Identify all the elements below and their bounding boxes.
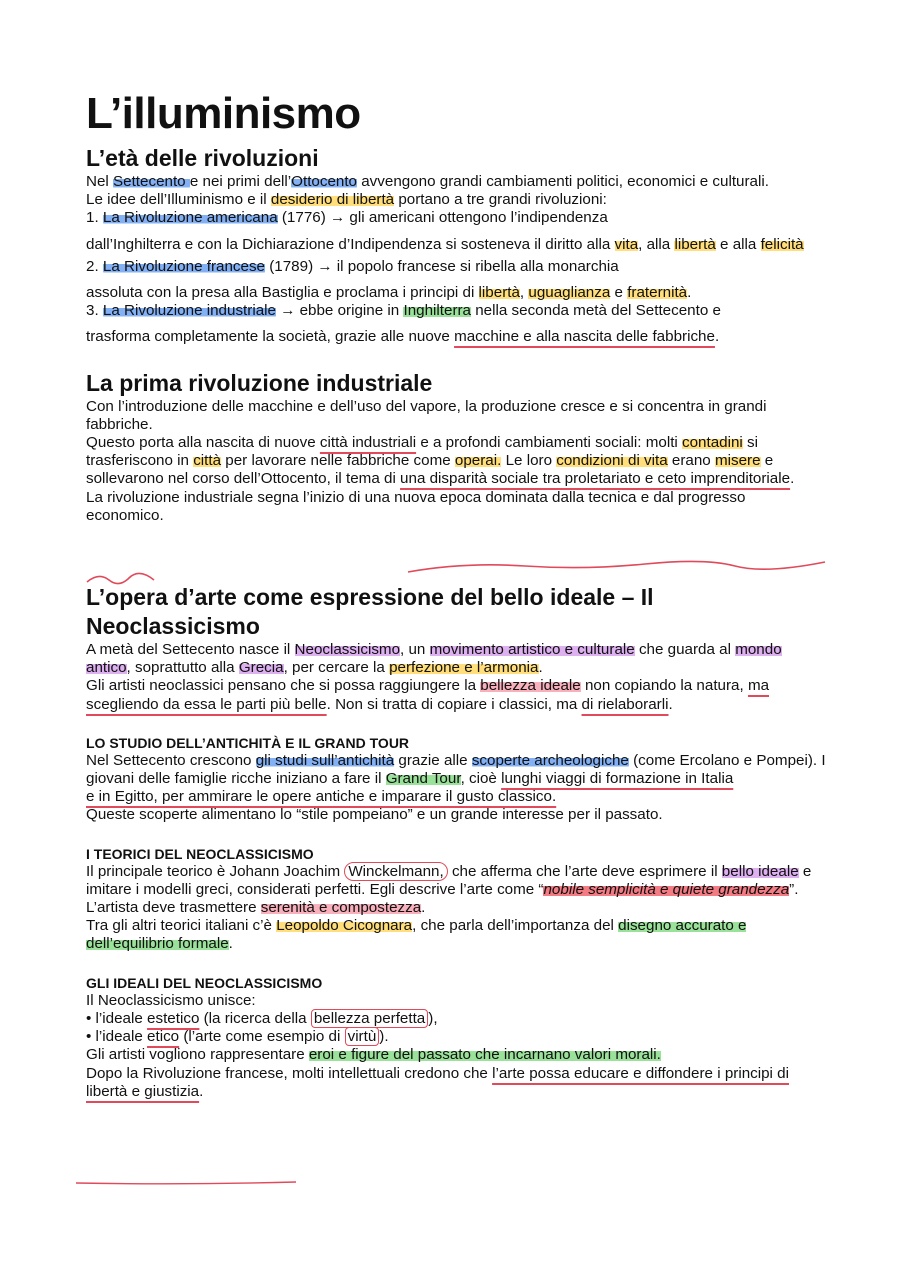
paragraph bbox=[86, 899, 826, 917]
highlight-blue: Ottocento bbox=[291, 173, 358, 190]
highlight-yellow: perfezione e l’armonia bbox=[389, 659, 539, 677]
highlight-purple: bello ideale bbox=[721, 862, 799, 880]
text: (la ricerca della bbox=[199, 1009, 311, 1027]
highlight-blue: La Rivoluzione francese bbox=[102, 257, 265, 275]
text: dall’Inghilterra e con la Dichiarazione d’Indipendenza si sosteneva il diritto alla bbox=[86, 235, 615, 253]
text: che afferma che l’arte deve esprimere il bbox=[447, 862, 722, 880]
text: e sollevarono nel corso dell’Ottocento, il tema di bbox=[86, 452, 774, 488]
text: . bbox=[538, 659, 543, 677]
paragraph bbox=[86, 173, 826, 191]
paragraph: Queste scoperte alimentano lo “stile pompeiano” e un grande interesse per il passato. bbox=[86, 806, 663, 824]
highlight-yellow: vita bbox=[614, 235, 639, 253]
paragraph bbox=[86, 328, 826, 346]
list-item bbox=[86, 209, 826, 227]
text: . bbox=[714, 328, 720, 346]
text: Gli artisti neoclassici pensano che si possa raggiungere la bbox=[86, 677, 481, 695]
list-item bbox=[86, 1028, 826, 1046]
highlight-blue: scoperte archeologiche bbox=[471, 751, 629, 769]
text: grazie alle bbox=[394, 751, 472, 769]
highlight-yellow: città bbox=[193, 452, 222, 470]
highlight-yellow: felicità bbox=[760, 235, 804, 253]
text: e a profondi cambiamenti sociali: molti bbox=[416, 434, 683, 452]
highlight-purple: movimento artistico e culturale bbox=[429, 641, 635, 659]
paragraph bbox=[86, 863, 826, 899]
text: • l’ideale bbox=[86, 1028, 148, 1046]
text: avvengono grandi cambiamenti politici, economici e culturali. bbox=[357, 173, 769, 190]
text: Nel bbox=[86, 173, 114, 190]
text: A metà del Settecento nasce il bbox=[86, 641, 295, 659]
highlight-yellow: misere bbox=[714, 452, 761, 470]
text: . bbox=[421, 899, 426, 917]
highlight-purple: Neoclassicismo bbox=[294, 641, 401, 659]
text: Le idee dell’Illuminismo e il bbox=[86, 191, 271, 209]
highlight-yellow: operai. bbox=[454, 452, 502, 470]
paragraph-underlined: e in Egitto, per ammirare le opere antiche e imparare il gusto classico. bbox=[86, 788, 557, 806]
text: Gli artisti vogliono rappresentare bbox=[86, 1046, 309, 1064]
text: ”. bbox=[789, 880, 799, 898]
section-heading-rivoluzioni: L’età delle rivoluzioni bbox=[86, 145, 319, 171]
text: . Non si tratta di copiare i classici, ma bbox=[326, 695, 582, 713]
underline-red: di rielaborarli bbox=[581, 695, 669, 713]
text: → ebbe origine in bbox=[275, 302, 404, 320]
text: si trasferiscono in bbox=[86, 434, 758, 470]
boxed-term: virtù bbox=[345, 1027, 380, 1046]
section-heading-neoclassicismo: L’opera d’arte come espressione del bello ideale – Il Neoclassicismo bbox=[86, 584, 654, 640]
text: 2. bbox=[86, 257, 103, 275]
text: , per cercare la bbox=[283, 659, 390, 677]
highlight-yellow: fraternità bbox=[627, 284, 688, 302]
text: • l’ideale bbox=[86, 1009, 148, 1027]
highlight-red-quote: nobile semplicità e quiete grandezza bbox=[543, 880, 790, 898]
red-underline-bottom bbox=[74, 1176, 299, 1190]
underline-red: ma scegliendo da essa le parti più belle bbox=[86, 677, 770, 713]
text: erano bbox=[667, 452, 715, 470]
highlight-yellow: desiderio di libertà bbox=[270, 191, 395, 209]
text: Questo porta alla nascita di nuove bbox=[86, 434, 320, 452]
text: non copiando la natura, bbox=[580, 677, 748, 695]
text: 3. bbox=[86, 302, 103, 320]
section-heading-rivoluzione-industriale: La prima rivoluzione industriale bbox=[86, 369, 433, 396]
text: . bbox=[687, 284, 692, 302]
highlight-blue: La Rivoluzione industriale bbox=[102, 302, 276, 320]
subsection-heading-grand-tour: LO STUDIO DELL’ANTICHITÀ E IL GRAND TOUR bbox=[86, 734, 410, 751]
highlight-green: eroi e figure del passato che incarnano valori morali. bbox=[308, 1046, 661, 1064]
paragraph bbox=[86, 1065, 826, 1101]
text: , cioè bbox=[460, 770, 502, 788]
list-item bbox=[86, 1010, 826, 1028]
paragraph: Con l’introduzione delle macchine e dell’uso del vapore, la produzione cresce e si concentra in grandi fabbriche. bbox=[86, 397, 767, 433]
text: portano a tre grandi rivoluzioni: bbox=[394, 191, 607, 209]
text: e bbox=[610, 284, 628, 302]
highlight-pink: serenità e compostezza bbox=[260, 899, 422, 917]
text: trasforma completamente la società, grazie alle nuove bbox=[86, 328, 455, 346]
text: e alla bbox=[715, 235, 761, 253]
highlight-purple: mondo antico bbox=[86, 641, 782, 677]
underline-red: etico bbox=[147, 1028, 180, 1046]
highlight-yellow: condizioni di vita bbox=[556, 452, 668, 470]
text: , un bbox=[400, 641, 430, 659]
paragraph bbox=[86, 752, 826, 788]
subsection-heading-ideali: GLI IDEALI DEL NEOCLASSICISMO bbox=[86, 974, 323, 991]
highlight-yellow: contadini bbox=[682, 434, 743, 452]
text: e imitare i modelli greci, considerati perfetti. Egli descrive l’arte come “ bbox=[86, 862, 812, 898]
underline-red: l’arte possa educare e diffondere i principi di libertà e giustizia bbox=[86, 1064, 789, 1100]
underline-red: macchine e alla nascita delle fabbriche bbox=[454, 328, 715, 346]
text: ), bbox=[428, 1009, 438, 1027]
list-item bbox=[86, 258, 826, 276]
list-item bbox=[86, 302, 826, 320]
text: che guarda al bbox=[634, 641, 736, 659]
text: L’artista deve trasmettere bbox=[86, 899, 261, 917]
highlight-blue: La Rivoluzione americana bbox=[102, 209, 278, 227]
document-page bbox=[86, 88, 826, 1101]
paragraph bbox=[86, 191, 826, 209]
underline-red: lunghi viaggi di formazione in Italia bbox=[501, 770, 734, 788]
text: nella seconda metà del Settecento e bbox=[471, 302, 721, 320]
text: assoluta con la presa alla Bastiglia e proclama i principi di bbox=[86, 284, 479, 302]
paragraph: La rivoluzione industriale segna l’inizio di una nuova epoca dominata dalla tecnica e dal progresso economico. bbox=[86, 488, 746, 524]
paragraph bbox=[86, 677, 826, 713]
paragraph: Il Neoclassicismo unisce: bbox=[86, 991, 256, 1009]
text: . bbox=[668, 695, 673, 713]
highlight-purple: Grecia bbox=[238, 659, 284, 677]
highlight-blue: gli studi sull’antichità bbox=[255, 751, 395, 769]
paragraph bbox=[86, 1046, 826, 1064]
paragraph bbox=[86, 236, 826, 254]
text: . bbox=[790, 470, 795, 488]
paragraph bbox=[86, 284, 826, 302]
highlight-yellow: libertà bbox=[478, 284, 520, 302]
text: . bbox=[199, 1082, 204, 1100]
text: (come Ercolano e Pompei). I giovani delle famiglie ricche iniziano a fare il bbox=[86, 751, 826, 788]
underline-red: una disparità sociale tra proletariato e ceto imprenditoriale bbox=[400, 470, 791, 488]
text: , soprattutto alla bbox=[126, 659, 239, 677]
text: (1776) → gli americani ottengono l’indipendenza bbox=[277, 209, 608, 227]
text: , che parla dell’importanza del bbox=[412, 917, 619, 935]
text: Nel Settecento crescono bbox=[86, 751, 256, 769]
subsection-heading-teorici: I TEORICI DEL NEOCLASSICISMO bbox=[86, 845, 314, 862]
underline-red: estetico bbox=[147, 1009, 200, 1027]
highlight-pink: bellezza ideale bbox=[480, 677, 581, 695]
boxed-term: bellezza perfetta bbox=[311, 1009, 428, 1028]
highlight-green: Grand Tour bbox=[385, 770, 461, 788]
text: Le loro bbox=[501, 452, 557, 470]
paragraph bbox=[86, 641, 826, 677]
circled-name: Winckelmann, bbox=[344, 862, 447, 881]
paragraph bbox=[86, 917, 826, 953]
text: Tra gli altri teorici italiani c’è bbox=[86, 917, 277, 935]
highlight-green: Inghilterra bbox=[403, 302, 472, 320]
underline-red: città industriali bbox=[319, 434, 417, 452]
text: 1. bbox=[86, 209, 103, 227]
text: per lavorare nelle fabbriche come bbox=[221, 452, 455, 470]
text: (1789) → il popolo francese si ribella alla monarchia bbox=[265, 257, 619, 275]
text: ). bbox=[379, 1028, 389, 1046]
text: Dopo la Rivoluzione francese, molti intellettuali credono che bbox=[86, 1064, 493, 1082]
text: e nei primi dell’ bbox=[189, 173, 292, 190]
text: . bbox=[228, 935, 233, 953]
document-title: L’illuminismo bbox=[86, 89, 361, 138]
text: , bbox=[519, 284, 529, 302]
text: Il principale teorico è Johann Joachim bbox=[86, 862, 345, 880]
highlight-yellow: libertà bbox=[674, 235, 716, 253]
highlight-yellow: uguaglianza bbox=[528, 284, 611, 302]
highlight-green: disegno accurato e dell’equilibrio formale bbox=[86, 917, 747, 953]
highlight-yellow: Leopoldo Cicognara bbox=[276, 917, 413, 935]
paragraph bbox=[86, 434, 826, 489]
text: (l’arte come esempio di bbox=[179, 1028, 345, 1046]
highlight-blue: Settecento bbox=[113, 173, 190, 190]
text: , alla bbox=[638, 235, 675, 253]
